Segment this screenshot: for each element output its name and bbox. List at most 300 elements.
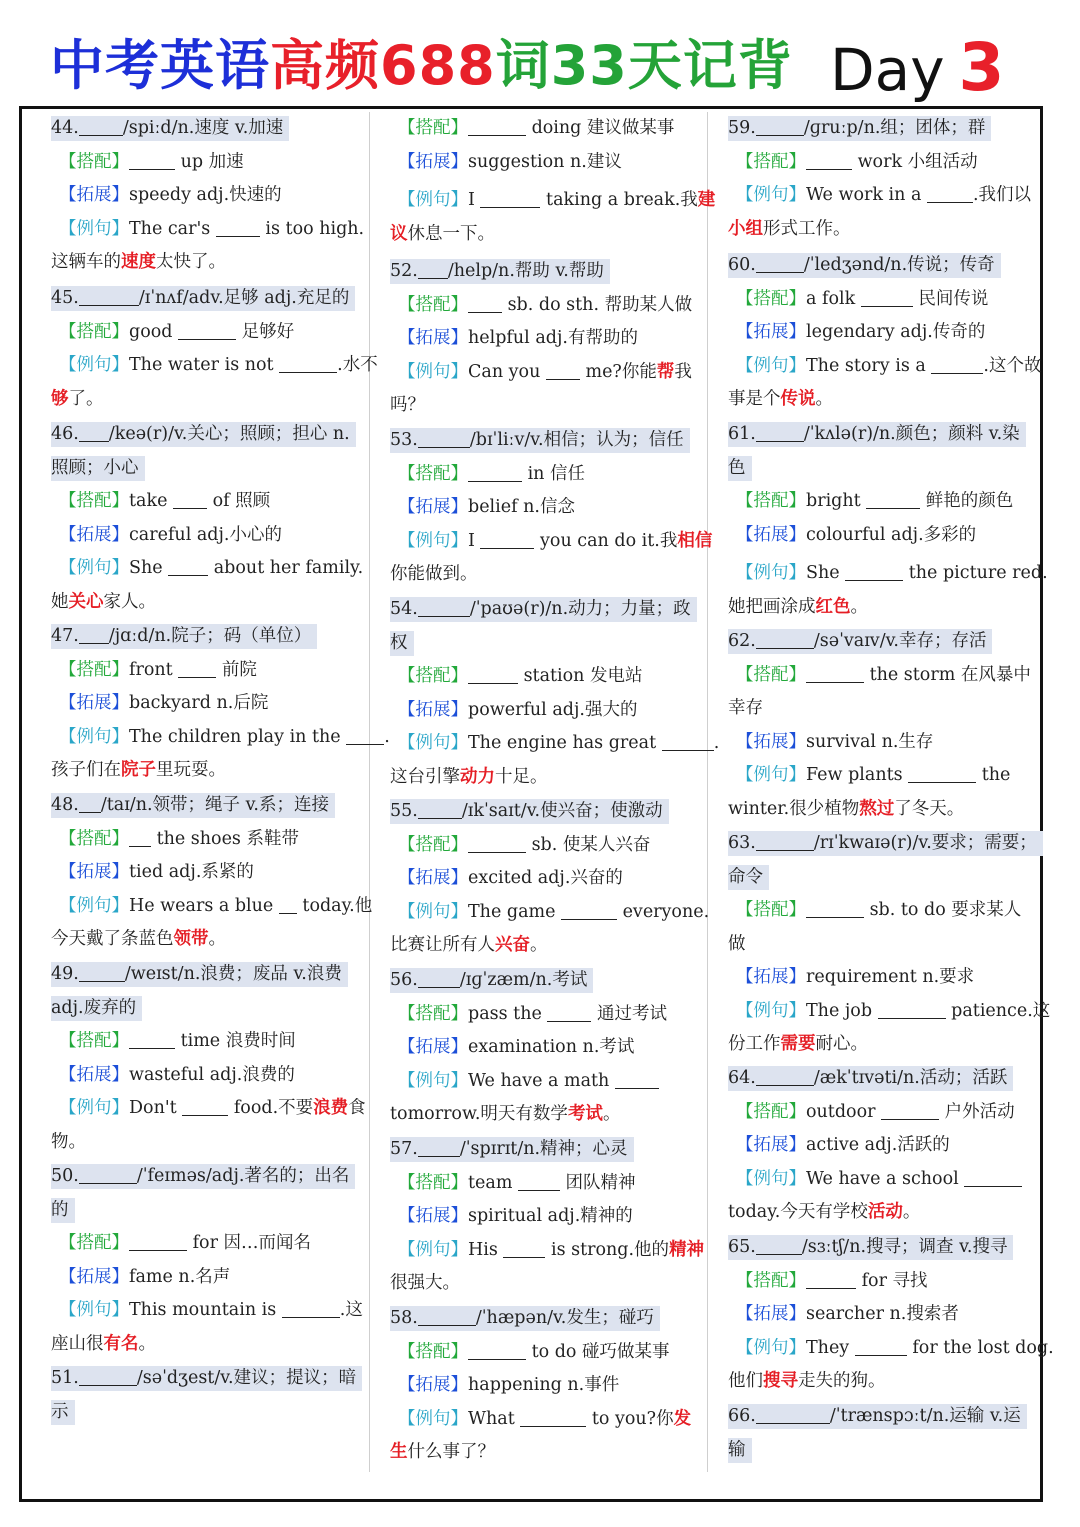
example-tag: 【例句】 [59, 558, 129, 578]
entry-definition: /bɪˈliːv/v.相信；认为；信任 [469, 430, 684, 450]
column-divider [707, 112, 708, 1472]
answer-blank[interactable] [756, 1403, 830, 1424]
answer-blank[interactable] [806, 149, 852, 170]
entry-definition: /ˈkʌlə(r)/n.颜色；颜料 v.染 [803, 424, 1020, 444]
highlight-word: 搜寻 [763, 1371, 798, 1391]
answer-blank[interactable] [503, 1237, 545, 1258]
answer-blank[interactable] [881, 1099, 939, 1120]
example-tag: 【例句】 [59, 1098, 129, 1118]
example-text: The car's [129, 218, 216, 239]
example-text: is strong.他的 [545, 1239, 670, 1260]
entry-definition: /weɪst/n.浪费；废品 v.浪费 [124, 964, 342, 984]
collocation-tag: 【搭配】 [398, 294, 468, 315]
translation-text: 这辆车的 [51, 252, 121, 272]
entry-heading [728, 1404, 1027, 1429]
vocab-entry-51 [51, 1362, 357, 1429]
entry-number: 52. [390, 261, 418, 281]
example-text: . [384, 726, 390, 747]
translation-text: winter.很少植物 [728, 798, 860, 819]
collocation-tag: 【搭配】 [398, 1172, 468, 1193]
example-tag: 【例句】 [736, 1337, 806, 1358]
extension-text: spiritual adj.精神的 [468, 1206, 633, 1226]
collocation-tag: 【搭配】 [59, 491, 129, 511]
answer-blank[interactable] [756, 830, 814, 851]
highlight-word: 动力 [460, 766, 495, 787]
translation-text: 家人。 [103, 591, 156, 612]
example-text: She [806, 563, 846, 583]
example-text: The job [806, 1000, 878, 1021]
entry-heading [51, 116, 289, 141]
answer-blank[interactable] [468, 1339, 526, 1360]
extension-text: colourful adj.多彩的 [806, 524, 977, 545]
answer-blank[interactable] [79, 961, 125, 982]
answer-blank[interactable] [79, 792, 101, 813]
extension-text: legendary adj.传奇的 [806, 322, 986, 342]
answer-blank[interactable] [129, 826, 151, 847]
answer-blank[interactable] [756, 252, 804, 273]
extension-text: fame n.名声 [129, 1266, 231, 1287]
entry-heading [51, 1164, 355, 1189]
answer-blank[interactable] [279, 893, 297, 914]
example-tag: 【例句】 [59, 895, 129, 916]
highlight-word: 红色 [815, 596, 851, 617]
extension-text: speedy adj.快速的 [129, 185, 282, 205]
entry-definition: 照顾；小心 [51, 456, 145, 481]
answer-blank[interactable] [282, 1297, 340, 1318]
collocation-text: work 小组活动 [852, 151, 978, 172]
entry-definition: 命令 [728, 865, 769, 890]
example-tag: 【例句】 [736, 1168, 806, 1189]
entry-definition: /ɡruːp/n.组；团体；群 [803, 118, 986, 138]
translation-text: 你能做到。 [390, 564, 478, 584]
answer-blank[interactable] [79, 421, 109, 442]
example-tag: 【例句】 [398, 901, 468, 922]
answer-blank[interactable] [480, 528, 534, 549]
extension-tag: 【拓展】 [398, 1375, 468, 1395]
answer-blank[interactable] [178, 657, 216, 678]
example-tag: 【例句】 [736, 355, 806, 376]
example-tag: 【例句】 [398, 1239, 468, 1260]
example-text: .这 [339, 1300, 363, 1320]
answer-blank[interactable] [845, 560, 903, 581]
highlight-word: 需要 [780, 1034, 816, 1054]
answer-blank[interactable] [418, 258, 448, 279]
vocab-entry-47 [51, 620, 390, 788]
collocation-tag: 【搭配】 [736, 664, 806, 685]
entry-heading [390, 968, 593, 993]
collocation-tag: 【搭配】 [59, 1233, 129, 1253]
vocab-entry-65 [728, 1231, 1054, 1399]
day-indicator [830, 30, 1004, 108]
example-text: for the lost dog. [906, 1337, 1054, 1358]
example-text: .这个故 [983, 355, 1042, 376]
extension-text: suggestion n.建议 [468, 151, 622, 172]
answer-blank[interactable] [756, 1065, 814, 1086]
extension-text: helpful adj.有帮助的 [468, 328, 638, 348]
vocab-entry-50 [51, 1160, 363, 1361]
entry-number: 66. [728, 1406, 756, 1426]
entry-heading [51, 286, 355, 311]
entry-definition: 示 [51, 1400, 75, 1425]
answer-blank[interactable] [79, 285, 139, 306]
entry-definition: 输 [728, 1438, 752, 1463]
answer-blank[interactable] [855, 1335, 907, 1356]
entry-number: 50. [51, 1166, 79, 1186]
translation-text: 。 [815, 389, 833, 409]
example-text: today.他 [296, 895, 373, 916]
extension-text: survival n.生存 [806, 731, 934, 752]
vocab-entry-52 [390, 255, 692, 423]
entry-heading [51, 422, 356, 447]
example-text: Few plants [806, 765, 909, 785]
extension-text: backyard n.后院 [129, 693, 269, 713]
entry-definition: /ˈspɪrɪt/n.精神；心灵 [459, 1139, 628, 1159]
example-tag: 【例句】 [398, 1070, 468, 1091]
page-title [50, 30, 793, 102]
answer-blank[interactable] [878, 998, 946, 1019]
entry-heading [728, 1066, 1013, 1091]
highlight-word: 建 [697, 190, 716, 210]
entry-heading [728, 1235, 1013, 1260]
collocation-text: doing 建议做某事 [526, 118, 675, 138]
column-divider [369, 112, 370, 1472]
answer-blank[interactable] [129, 149, 175, 170]
translation-text: 十足。 [495, 766, 548, 787]
vocab-entry-56 [390, 964, 692, 1132]
entry-heading [390, 597, 697, 622]
answer-blank[interactable] [806, 897, 864, 918]
entry-number: 65. [728, 1237, 756, 1257]
answer-blank[interactable] [418, 1305, 476, 1326]
extension-text: happening n.事件 [468, 1375, 620, 1395]
highlight-word: 浪费 [313, 1098, 349, 1118]
entry-number: 64. [728, 1068, 756, 1088]
collocation-text: station 发电站 [518, 666, 643, 686]
answer-blank[interactable] [756, 628, 814, 649]
example-text: . [713, 733, 720, 753]
entry-number: 51. [51, 1368, 79, 1388]
vocab-entry-55 [390, 795, 710, 963]
collocation-tag: 【搭配】 [398, 834, 468, 855]
answer-blank[interactable] [182, 1095, 228, 1116]
extension-tag: 【拓展】 [398, 151, 468, 172]
answer-blank[interactable] [129, 1028, 175, 1049]
translation-text: 她 [51, 591, 69, 612]
entry-definition: /ˈtrænspɔːt/n.运输 v.运 [829, 1406, 1021, 1426]
answer-blank[interactable] [468, 115, 526, 136]
extension-text: powerful adj.强大的 [468, 699, 638, 720]
example-text: The engine has great [468, 733, 662, 753]
translation-text: 。 [902, 1202, 921, 1222]
translation-text: 。 [602, 1104, 621, 1124]
answer-blank[interactable] [756, 115, 804, 136]
entry-heading [51, 624, 317, 649]
extension-tag: 【拓展】 [398, 328, 468, 348]
extension-tag: 【拓展】 [59, 1064, 129, 1085]
entry-number: 57. [390, 1139, 418, 1159]
translation-text: 她把画涂成 [728, 596, 816, 617]
answer-blank[interactable] [418, 596, 470, 617]
collocation-tag: 【搭配】 [398, 1341, 468, 1362]
entry-definition: /ɪɡˈzæm/n.考试 [459, 970, 588, 990]
collocation-tag: 【搭配】 [59, 828, 129, 849]
entry-definition: /ˈpaʊə(r)/n.动力；力量；政 [469, 599, 691, 619]
highlight-word: 兴奋 [495, 935, 530, 955]
example-text: about her family. [208, 558, 364, 578]
highlight-word: 领带 [173, 929, 209, 949]
vocab-entry-46 [51, 418, 364, 619]
example-text: We have a math [468, 1070, 615, 1091]
collocation-text: take [129, 491, 173, 511]
answer-blank[interactable] [908, 762, 976, 783]
example-text: She [129, 558, 169, 578]
answer-blank[interactable] [806, 1268, 856, 1289]
translation-text: 里玩耍。 [156, 760, 226, 780]
extension-tag: 【拓展】 [736, 1135, 806, 1155]
collocation-text: in 信任 [522, 463, 585, 484]
answer-blank[interactable] [173, 488, 207, 509]
entry-number: 58. [390, 1308, 418, 1328]
entry-heading [51, 1366, 362, 1391]
collocation-text: 幸存 [728, 698, 763, 718]
entry-number: 48. [51, 795, 79, 815]
answer-blank[interactable] [927, 182, 973, 203]
answer-blank[interactable] [178, 319, 236, 340]
answer-blank[interactable] [168, 555, 208, 576]
entry-heading [728, 831, 1043, 856]
collocation-tag: 【搭配】 [736, 1270, 806, 1291]
extension-tag: 【拓展】 [398, 497, 468, 517]
collocation-text: 户外活动 [939, 1101, 1015, 1122]
extension-tag: 【拓展】 [59, 1266, 129, 1287]
example-text: We work in a [806, 185, 927, 205]
answer-blank[interactable] [216, 216, 260, 237]
answer-blank[interactable] [561, 899, 617, 920]
highlight-word: 有名 [103, 1333, 139, 1354]
entry-definition: /səˈvaɪv/v.幸存；存活 [813, 631, 987, 651]
collocation-text: for 因…而闻名 [187, 1233, 312, 1253]
entry-number: 61. [728, 424, 756, 444]
answer-blank[interactable] [468, 292, 502, 313]
example-text: patience.这 [945, 1000, 1051, 1021]
entry-number: 44. [51, 118, 79, 138]
entry-definition: /taɪ/n.领带；绳子 v.系；连接 [100, 795, 329, 815]
entry-heading [390, 259, 610, 284]
entry-heading [390, 1137, 634, 1162]
answer-blank[interactable] [418, 967, 460, 988]
answer-blank[interactable] [615, 1068, 659, 1089]
extension-text: examination n.考试 [468, 1037, 635, 1057]
entry-heading [390, 428, 690, 453]
example-text: The children play in the [129, 726, 347, 747]
translation-text: 座山很 [51, 1333, 104, 1354]
collocation-text: of 照顾 [207, 491, 271, 511]
translation-text: 很强大。 [390, 1273, 460, 1293]
vocab-entry-51-continued [390, 112, 716, 251]
entry-definition: /ˈhæpən/v.发生；碰巧 [475, 1308, 654, 1328]
translation-text: 了。 [68, 388, 104, 409]
entry-definition: /spiːd/n.速度 v.加速 [122, 118, 284, 138]
vocab-entry-62 [728, 625, 1030, 826]
vocab-entry-49 [51, 958, 366, 1159]
entry-definition: /ækˈtɪvəti/n.活动；活跃 [813, 1068, 1008, 1088]
highlight-word: 考试 [567, 1104, 603, 1124]
answer-blank[interactable] [346, 724, 384, 745]
example-tag: 【例句】 [736, 185, 806, 205]
title-part-1: 中考英语 [50, 34, 270, 97]
collocation-tag: 【搭配】 [59, 659, 129, 680]
extension-text: belief n.信念 [468, 497, 575, 517]
extension-text: requirement n.要求 [806, 967, 975, 987]
answer-blank[interactable] [468, 832, 526, 853]
collocation-tag: 【搭配】 [59, 1031, 129, 1051]
translation-text: 这台引擎 [390, 766, 460, 787]
entry-number: 60. [728, 255, 756, 275]
entry-number: 49. [51, 964, 79, 984]
collocation-tag: 【搭配】 [736, 491, 806, 511]
translation-text: 走失的狗。 [798, 1371, 886, 1391]
example-tag: 【例句】 [398, 530, 468, 551]
entry-heading [728, 253, 1001, 278]
collocation-text: 鲜艳的颜色 [920, 491, 1014, 511]
answer-blank[interactable] [418, 427, 470, 448]
entry-definition: 的 [51, 1198, 75, 1223]
example-tag: 【例句】 [398, 361, 468, 382]
collocation-text: outdoor [806, 1101, 882, 1122]
highlight-word: 议 [390, 223, 408, 244]
answer-blank[interactable] [520, 1406, 586, 1427]
example-tag: 【例句】 [59, 355, 129, 375]
example-text: .我们以 [972, 185, 1032, 205]
answer-blank[interactable] [806, 662, 864, 683]
answer-blank[interactable] [756, 1234, 802, 1255]
collocation-text: to do 碰巧做某事 [526, 1341, 670, 1362]
highlight-word: 精神 [669, 1239, 705, 1260]
answer-blank[interactable] [418, 1136, 460, 1157]
collocation-text: front [129, 659, 179, 680]
answer-blank[interactable] [129, 1230, 187, 1251]
collocation-tag: 【搭配】 [398, 463, 468, 484]
answer-blank[interactable] [861, 286, 913, 307]
translation-text: 形式工作。 [763, 218, 851, 239]
answer-blank[interactable] [79, 115, 123, 136]
entry-number: 53. [390, 430, 418, 450]
highlight-word: 小组 [728, 218, 763, 239]
title-part-2: 高频688 [270, 34, 496, 97]
entry-heading [390, 799, 669, 824]
vocab-entry-44 [51, 112, 365, 280]
translation-text: 了冬天。 [894, 798, 965, 819]
example-text: Don't [129, 1098, 183, 1118]
example-text: me?你能 [579, 361, 657, 382]
entry-number: 55. [390, 801, 418, 821]
entry-number: 63. [728, 833, 756, 853]
example-text: We have a school [806, 1168, 965, 1189]
answer-blank[interactable] [418, 798, 462, 819]
highlight-word: 院子 [121, 760, 156, 780]
translation-text: 。 [138, 1333, 156, 1354]
answer-blank[interactable] [866, 488, 920, 509]
answer-blank[interactable] [546, 359, 580, 380]
example-tag: 【例句】 [398, 733, 468, 753]
collocation-text: 做 [728, 933, 746, 954]
entry-definition: /rɪˈkwaɪə(r)/v.要求；需要； [813, 833, 1037, 853]
example-tag: 【例句】 [736, 1000, 806, 1021]
example-tag: 【例句】 [398, 190, 468, 210]
answer-blank[interactable] [79, 1163, 137, 1184]
highlight-word: 速度 [121, 252, 156, 272]
answer-blank[interactable] [468, 461, 522, 482]
answer-blank[interactable] [547, 1001, 591, 1022]
entry-heading [728, 422, 1026, 447]
answer-blank[interactable] [662, 730, 714, 751]
collocation-tag: 【搭配】 [736, 288, 806, 309]
translation-text: today.今天有学校 [728, 1202, 868, 1222]
example-text: .水不 [337, 355, 378, 375]
collocation-tag: 【搭配】 [398, 666, 468, 686]
collocation-text: sb. do sth. 帮助某人做 [502, 294, 693, 315]
answer-blank[interactable] [480, 187, 540, 208]
answer-blank[interactable] [468, 663, 518, 684]
example-text: 我 [674, 361, 692, 382]
answer-blank[interactable] [931, 353, 983, 374]
day-number: 3 [958, 29, 1005, 106]
entry-definition: /ɪˈnʌf/adv.足够 adj.充足的 [138, 288, 350, 308]
collocation-text: 足够好 [236, 321, 295, 342]
extension-tag: 【拓展】 [736, 967, 806, 987]
translation-text: 太快了。 [156, 252, 226, 272]
answer-blank[interactable] [79, 623, 109, 644]
day-label: Day [830, 36, 945, 104]
entry-definition: 权 [390, 631, 414, 656]
extension-tag: 【拓展】 [736, 322, 806, 342]
vocab-entry-48 [51, 789, 373, 957]
translation-text: 孩子们在 [51, 760, 121, 780]
entry-definition: /ˈledʒənd/n.传说；传奇 [803, 255, 995, 275]
example-tag: 【例句】 [398, 1408, 468, 1429]
translation-text: tomorrow.明天有数学 [390, 1104, 568, 1124]
answer-blank[interactable] [518, 1170, 560, 1191]
collocation-tag: 【搭配】 [736, 1101, 806, 1122]
example-text: the [976, 765, 1011, 785]
highlight-word: 帮 [656, 361, 675, 382]
collocation-text: time 浪费时间 [175, 1031, 296, 1051]
entry-heading [728, 629, 992, 654]
answer-blank[interactable] [756, 421, 804, 442]
vocab-entry-64 [728, 1062, 1030, 1230]
highlight-word: 熬过 [859, 798, 895, 819]
collocation-text: the shoes 系鞋带 [151, 828, 299, 849]
answer-blank[interactable] [279, 352, 337, 373]
translation-text: 吗？ [390, 395, 425, 415]
entry-definition: /sɜːtʃ/n.搜寻；调查 v.搜寻 [801, 1237, 1008, 1257]
extension-tag: 【拓展】 [736, 524, 806, 545]
translation-text: 。 [208, 929, 226, 949]
example-text: food.不要 [228, 1098, 314, 1118]
collocation-text: up 加速 [175, 151, 244, 172]
collocation-text: 前院 [216, 659, 257, 680]
translation-text: 份工作 [728, 1034, 781, 1054]
vocab-entry-57 [390, 1133, 705, 1301]
extension-tag: 【拓展】 [59, 524, 129, 545]
example-text: What [468, 1408, 521, 1429]
answer-blank[interactable] [964, 1166, 1022, 1187]
example-text: This mountain is [129, 1300, 282, 1320]
entry-heading [728, 116, 991, 141]
answer-blank[interactable] [79, 1365, 137, 1386]
highlight-word: 发 [673, 1408, 692, 1429]
entry-number: 54. [390, 599, 418, 619]
